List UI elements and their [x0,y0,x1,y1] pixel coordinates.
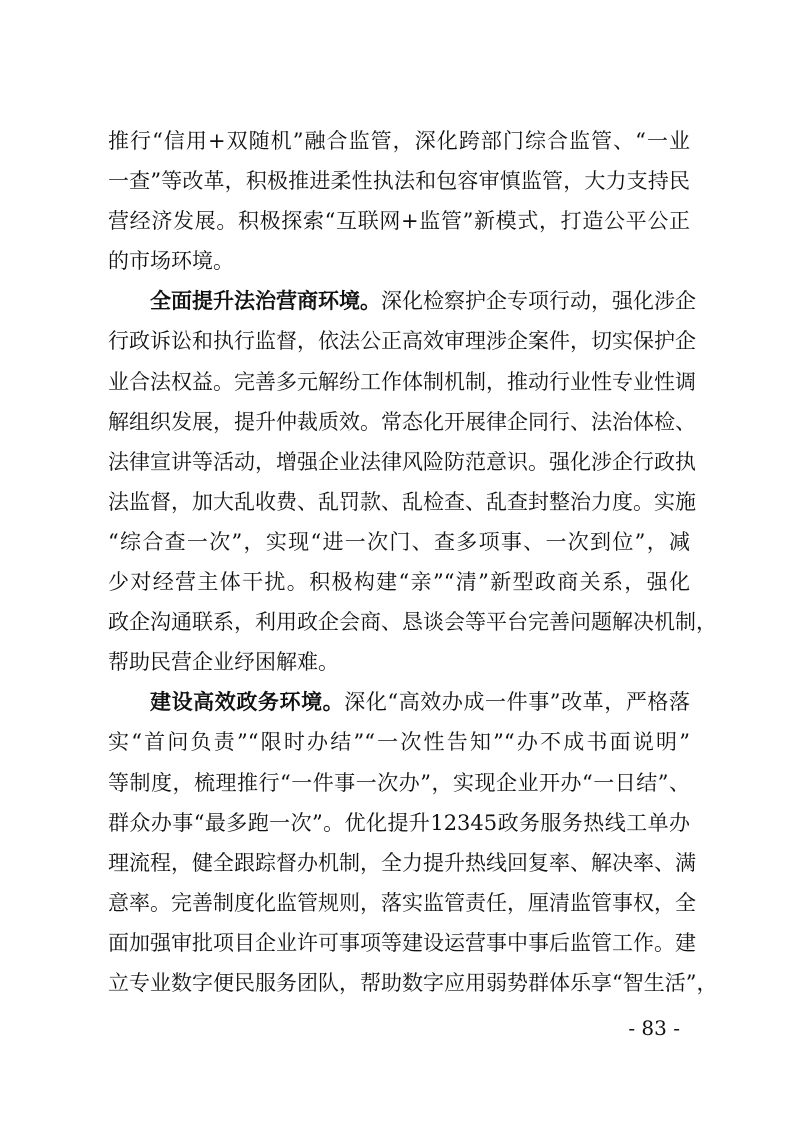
text-line: 一查”等改革，积极推进柔性执法和包容审慎监管，大力支持民 [108,169,690,194]
text-line: 少对经营主体干扰。积极构建“亲”“清”新型政商关系，强化 [108,570,690,595]
text-line [108,682,690,722]
text-line: 推行“信用+双随机”融合监管，深化跨部门综合监管、“一业 [108,129,690,153]
text-line: 法律宣讲等活动，增强企业法律风险防范意识。强化涉企行政执 [108,449,696,474]
page-number-text: - 83 - [628,1016,680,1040]
text-line: 意率。完善制度化监管规则，落实监管责任，厘清监管事权，全 [108,890,696,915]
text-line: 解组织发展，提升仲裁质效。常态化开展律企同行、法治体检、 [108,409,696,434]
text-line: 理流程，健全跟踪督办机制，全力提升热线回复率、解决率、满 [108,850,696,875]
text-line: 政企沟通联系，利用政企会商、恳谈会等平台完善问题解决机制， [108,610,717,635]
text-line: 等制度，梳理推行“一件事一次办”，实现企业开办“一日结”、 [108,770,690,795]
section-heading: 全面提升法治营商环境。 [150,289,381,314]
paragraph-government-services [108,682,718,1003]
text-line: 的市场环境。 [108,249,234,274]
text-line: 业合法权益。完善多元解纷工作体制机制，推动行业性专业性调 [108,369,696,394]
paragraph-legal-environment [108,281,717,682]
text-line: “综合查一次”，实现“进一次门、查多项事、一次到位”，减 [108,529,690,554]
text-segment: 深化“高效办成一件事”改革，严格落 [344,690,690,715]
section-heading: 建设高效政务环境。 [150,690,345,715]
text-segment: 深化检察护企专项行动，强化涉企 [381,289,696,314]
text-line [108,281,696,321]
text-line: 群众办事“最多跑一次”。优化提升12345政务服务热线工单办 [108,810,690,835]
text-line: 营经济发展。积极探索“互联网+监管”新模式，打造公平公正 [108,209,690,234]
paragraph-credit-supervision [108,121,690,281]
text-line: 帮助民营企业纾困解难。 [108,650,339,675]
text-line: 实“首问负责”“限时办结”“一次性告知”“办不成书面说明” [108,730,690,755]
text-line: 立专业数字便民服务团队，帮助数字应用弱势群体乐享“智生活”， [108,970,718,995]
body-text [108,121,718,1003]
text-line: 行政诉讼和执行监督，依法公正高效审理涉企案件，切实保护企 [108,329,696,354]
text-line: 面加强审批项目企业许可事项等建设运营事中事后监管工作。建 [108,930,696,955]
text-line: 法监督，加大乱收费、乱罚款、乱检查、乱查封整治力度。实施 [108,489,696,514]
